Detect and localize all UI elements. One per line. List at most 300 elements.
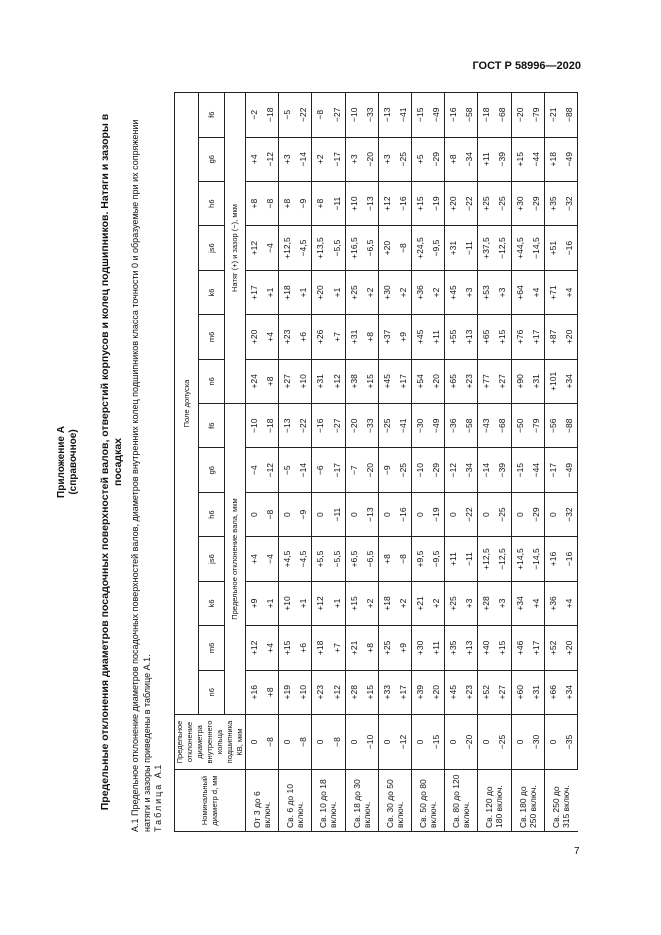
ring-deviation-cell: −10 [362, 715, 379, 770]
fit-cell: +17 [395, 359, 412, 403]
fit-cell: +27 [494, 359, 511, 403]
shaft-deviation-cell: +8 [378, 537, 395, 581]
shaft-deviation-cell: +25 [445, 581, 462, 625]
shaft-deviation-cell: +52 [544, 626, 561, 670]
fit-cell: +1 [328, 270, 345, 314]
table-caption-label: Таблица [153, 782, 163, 832]
fit-cell: −14 [295, 137, 312, 181]
fit-cell: −41 [395, 93, 412, 138]
fit-cell: −88 [561, 93, 578, 138]
fit-cell: −12,5 [494, 226, 511, 270]
fit-cell: +16,5 [345, 226, 362, 270]
fit-cell: +27 [279, 359, 296, 403]
table-row [312, 93, 329, 832]
fit-cell: +31 [345, 315, 362, 359]
shaft-deviation-cell: −43 [478, 404, 495, 448]
shaft-deviation-cell: +3 [494, 581, 511, 625]
fit-cell: +8 [445, 137, 462, 181]
ring-deviation-cell: 0 [246, 715, 263, 770]
shaft-deviation-cell: +28 [345, 670, 362, 714]
shaft-deviation-cell: 0 [411, 492, 428, 536]
shaft-deviation-cell: +16 [544, 537, 561, 581]
ring-deviation-cell: 0 [478, 715, 495, 770]
fit-cell: +20 [428, 359, 445, 403]
fit-cell: +8 [312, 181, 329, 225]
fit-cell: +31 [312, 359, 329, 403]
fit-cell: −29 [528, 181, 545, 225]
fit-cell: +65 [478, 315, 495, 359]
fit-cell: +4 [561, 270, 578, 314]
fit-cell: +20 [561, 315, 578, 359]
shaft-deviation-cell: +6 [295, 626, 312, 670]
fit-cell: −25 [494, 181, 511, 225]
shaft-deviation-cell: +60 [511, 670, 528, 714]
shaft-deviation-cell: +9 [395, 626, 412, 670]
fit-cell: +45 [378, 359, 395, 403]
shaft-deviation-cell: +4 [528, 581, 545, 625]
fit-cell: +8 [362, 315, 379, 359]
header-field-dev-6: f6 [199, 404, 225, 448]
table-row [478, 93, 495, 832]
shaft-deviation-cell: +21 [345, 626, 362, 670]
fit-cell: +37 [378, 315, 395, 359]
ring-deviation-cell: −8 [295, 715, 312, 770]
fit-cell: +13 [461, 315, 478, 359]
fit-cell: −27 [328, 93, 345, 138]
fit-cell: +17 [246, 270, 263, 314]
row-diameter: Св. 120 до 180 включ. [478, 770, 511, 832]
header-field-fit-5: g6 [199, 137, 225, 181]
shaft-deviation-cell: −14 [295, 448, 312, 492]
header-field-fit-3: js6 [199, 226, 225, 270]
fit-cell: +1 [295, 270, 312, 314]
fit-cell: −5,5 [328, 226, 345, 270]
shaft-deviation-cell: +20 [428, 670, 445, 714]
fit-cell: −6,5 [362, 226, 379, 270]
table-row [411, 93, 428, 832]
shaft-deviation-cell: +52 [478, 670, 495, 714]
fit-cell: −68 [494, 93, 511, 138]
shaft-deviation-cell: −22 [461, 492, 478, 536]
table-row [328, 93, 345, 832]
ring-deviation-cell: 0 [411, 715, 428, 770]
shaft-deviation-cell: −39 [494, 448, 511, 492]
shaft-deviation-cell: −25 [395, 448, 412, 492]
shaft-deviation-cell: −16 [395, 492, 412, 536]
shaft-deviation-cell: −20 [345, 404, 362, 448]
ring-deviation-cell: 0 [312, 715, 329, 770]
document-header: ГОСТ Р 58996—2020 [472, 60, 581, 72]
shaft-deviation-cell: +4 [561, 581, 578, 625]
shaft-deviation-cell: 0 [246, 492, 263, 536]
table-row [511, 93, 528, 832]
shaft-deviation-cell: −27 [328, 404, 345, 448]
shaft-deviation-cell: −29 [528, 492, 545, 536]
shaft-deviation-cell: −13 [279, 404, 296, 448]
shaft-deviation-cell: +11 [428, 626, 445, 670]
row-diameter: Св. 80 до 120 включ. [445, 770, 478, 832]
shaft-deviation-cell: +25 [378, 626, 395, 670]
fit-cell: +2 [428, 270, 445, 314]
shaft-deviation-cell: −50 [511, 404, 528, 448]
fit-cell: +71 [544, 270, 561, 314]
shaft-deviation-cell: +66 [544, 670, 561, 714]
shaft-deviation-cell: −16 [312, 404, 329, 448]
shaft-deviation-cell: +33 [378, 670, 395, 714]
shaft-deviation-cell: −4 [262, 537, 279, 581]
shaft-deviation-cell: +39 [411, 670, 428, 714]
fit-cell: +3 [378, 137, 395, 181]
ring-deviation-cell: 0 [345, 715, 362, 770]
table-row [461, 93, 478, 832]
shaft-deviation-cell: 0 [378, 492, 395, 536]
shaft-deviation-cell: −4,5 [295, 537, 312, 581]
shaft-deviation-cell: +14,5 [511, 537, 528, 581]
fit-cell: −44 [528, 137, 545, 181]
shaft-deviation-cell: 0 [544, 492, 561, 536]
fit-cell: −9 [295, 181, 312, 225]
shaft-deviation-cell: −34 [461, 448, 478, 492]
ring-deviation-cell: −12 [395, 715, 412, 770]
shaft-deviation-cell: −19 [428, 492, 445, 536]
shaft-deviation-cell: −29 [428, 448, 445, 492]
fit-cell: −58 [461, 93, 478, 138]
shaft-deviation-cell: −68 [494, 404, 511, 448]
shaft-deviation-cell: +12 [328, 670, 345, 714]
fit-cell: +45 [411, 315, 428, 359]
fit-cell: +25 [478, 181, 495, 225]
shaft-deviation-cell: −5,5 [328, 537, 345, 581]
shaft-deviation-cell: +4,5 [279, 537, 296, 581]
shaft-deviation-cell: −25 [494, 492, 511, 536]
shaft-deviation-cell: −22 [295, 404, 312, 448]
shaft-deviation-cell: −10 [246, 404, 263, 448]
fit-cell: −32 [561, 181, 578, 225]
fit-cell: −5 [279, 93, 296, 138]
table-row [445, 93, 462, 832]
fit-cell: +87 [544, 315, 561, 359]
table-row [395, 93, 412, 832]
fit-cell: −11 [461, 226, 478, 270]
ring-deviation-cell: 0 [378, 715, 395, 770]
table-row [428, 93, 445, 832]
table-row [295, 93, 312, 832]
ring-deviation-cell: −8 [328, 715, 345, 770]
shaft-deviation-cell: −79 [528, 404, 545, 448]
fit-cell: +18 [279, 270, 296, 314]
shaft-deviation-cell: +30 [411, 626, 428, 670]
shaft-deviation-cell: +10 [295, 670, 312, 714]
ring-deviation-cell: 0 [511, 715, 528, 770]
fit-cell: +36 [411, 270, 428, 314]
shaft-deviation-cell: −25 [378, 404, 395, 448]
table-row [561, 93, 578, 832]
fit-cell: +65 [445, 359, 462, 403]
shaft-deviation-cell: +9,5 [411, 537, 428, 581]
fit-cell: −11 [328, 181, 345, 225]
shaft-deviation-cell: −30 [411, 404, 428, 448]
shaft-deviation-cell: +23 [312, 670, 329, 714]
ring-deviation-cell: −35 [561, 715, 578, 770]
shaft-deviation-cell: +23 [461, 670, 478, 714]
fit-cell: +15 [362, 359, 379, 403]
fit-cell: +77 [478, 359, 495, 403]
table-row [279, 93, 296, 832]
fit-cell: −8 [395, 226, 412, 270]
fit-cell: −34 [461, 137, 478, 181]
shaft-deviation-cell: +15 [345, 581, 362, 625]
header-tolerance-field: Поле допуска [175, 93, 199, 715]
shaft-deviation-cell: −8 [262, 492, 279, 536]
fit-cell: −49 [428, 93, 445, 138]
shaft-deviation-cell: −10 [411, 448, 428, 492]
shaft-deviation-cell: −11 [461, 537, 478, 581]
fit-cell: +3 [494, 270, 511, 314]
shaft-deviation-cell: −20 [362, 448, 379, 492]
shaft-deviation-cell: +11 [445, 537, 462, 581]
shaft-deviation-cell: −56 [544, 404, 561, 448]
fit-cell: +4 [262, 315, 279, 359]
shaft-deviation-cell: −15 [511, 448, 528, 492]
shaft-deviation-cell: −13 [362, 492, 379, 536]
shaft-deviation-cell: +20 [561, 626, 578, 670]
appendix-heading [56, 92, 80, 832]
ring-deviation-cell: 0 [279, 715, 296, 770]
shaft-deviation-cell: +6,5 [345, 537, 362, 581]
fit-cell: −25 [395, 137, 412, 181]
shaft-deviation-cell: +31 [528, 670, 545, 714]
fit-cell: −8 [262, 181, 279, 225]
shaft-deviation-cell: −4 [246, 448, 263, 492]
row-diameter: Св. 50 до 80 включ. [411, 770, 444, 832]
fit-cell: +10 [295, 359, 312, 403]
shaft-deviation-cell: −12,5 [494, 537, 511, 581]
fit-cell: +51 [544, 226, 561, 270]
shaft-deviation-cell: +4 [262, 626, 279, 670]
fit-cell: −49 [561, 137, 578, 181]
shaft-deviation-cell: +46 [511, 626, 528, 670]
shaft-deviation-cell: 0 [478, 492, 495, 536]
shaft-deviation-cell: +45 [445, 670, 462, 714]
table-row [528, 93, 545, 832]
shaft-deviation-cell: −49 [561, 448, 578, 492]
shaft-deviation-cell: +40 [478, 626, 495, 670]
shaft-deviation-cell: +12 [246, 626, 263, 670]
table-row [494, 93, 511, 832]
fit-cell: +3 [279, 137, 296, 181]
shaft-deviation-cell: −12 [262, 448, 279, 492]
shaft-deviation-cell: 0 [279, 492, 296, 536]
shaft-deviation-cell: 0 [445, 492, 462, 536]
fit-cell: −17 [328, 137, 345, 181]
header-field-dev-1: m6 [199, 626, 225, 670]
fit-cell: +12,5 [279, 226, 296, 270]
shaft-deviation-cell: −11 [328, 492, 345, 536]
shaft-deviation-cell: −7 [345, 448, 362, 492]
shaft-deviation-cell: −17 [328, 448, 345, 492]
shaft-deviation-cell: −49 [428, 404, 445, 448]
fit-cell: +12 [378, 181, 395, 225]
shaft-deviation-cell: +10 [279, 581, 296, 625]
fit-cell: +55 [445, 315, 462, 359]
fit-cell: −19 [428, 181, 445, 225]
fit-cell: +2 [362, 270, 379, 314]
fit-cell: +7 [328, 315, 345, 359]
header-field-fit-1: m6 [199, 315, 225, 359]
fit-cell: +53 [478, 270, 495, 314]
shaft-deviation-cell: −18 [262, 404, 279, 448]
fit-cell: +45 [445, 270, 462, 314]
fit-cell: −20 [511, 93, 528, 138]
shaft-deviation-cell: +9 [246, 581, 263, 625]
fit-cell: +23 [279, 315, 296, 359]
fit-cell: +35 [544, 181, 561, 225]
shaft-deviation-cell: +21 [411, 581, 428, 625]
fit-cell: +13,5 [312, 226, 329, 270]
fit-cell: −29 [428, 137, 445, 181]
fit-cell: +38 [345, 359, 362, 403]
ring-deviation-cell: −8 [262, 715, 279, 770]
ring-deviation-cell: −15 [428, 715, 445, 770]
shaft-deviation-cell: +34 [511, 581, 528, 625]
fit-cell: +4 [246, 137, 263, 181]
fit-cell: +30 [511, 181, 528, 225]
fit-cell: −39 [494, 137, 511, 181]
fit-cell: +2 [395, 270, 412, 314]
header-fit: Натяг (+) и зазор (−), мкм [225, 93, 246, 404]
table-row [544, 93, 561, 832]
row-diameter: От 3 до 6 включ. [246, 770, 279, 832]
fit-cell: +10 [345, 181, 362, 225]
shaft-deviation-cell: −14 [478, 448, 495, 492]
shaft-deviation-cell: +2 [362, 581, 379, 625]
table-row [362, 93, 379, 832]
shaft-deviation-cell: +36 [544, 581, 561, 625]
shaft-deviation-cell: +17 [395, 670, 412, 714]
shaft-deviation-cell: −9 [295, 492, 312, 536]
fit-cell: −21 [544, 93, 561, 138]
fit-cell: +3 [461, 270, 478, 314]
fit-cell: +8 [246, 181, 263, 225]
fit-cell: +54 [411, 359, 428, 403]
fit-cell: +3 [345, 137, 362, 181]
shaft-deviation-cell: +4 [246, 537, 263, 581]
shaft-deviation-cell: −9,5 [428, 537, 445, 581]
shaft-deviation-cell: −32 [561, 492, 578, 536]
shaft-deviation-cell: 0 [345, 492, 362, 536]
shaft-deviation-cell: −5 [279, 448, 296, 492]
table-row [378, 93, 395, 832]
ring-deviation-cell: 0 [544, 715, 561, 770]
shaft-deviation-cell: −44 [528, 448, 545, 492]
fit-cell: −12 [262, 137, 279, 181]
fit-cell: +20 [445, 181, 462, 225]
fit-cell: +15 [511, 137, 528, 181]
fit-cell: −22 [461, 181, 478, 225]
fit-cell: +12 [328, 359, 345, 403]
shaft-deviation-cell: +15 [494, 626, 511, 670]
header-field-dev-3: js6 [199, 537, 225, 581]
header-field-dev-5: g6 [199, 448, 225, 492]
header-field-dev-0: n6 [199, 670, 225, 714]
fit-cell: +15 [494, 315, 511, 359]
ring-deviation-cell: −20 [461, 715, 478, 770]
fit-cell: −20 [362, 137, 379, 181]
fit-cell: −13 [378, 93, 395, 138]
row-diameter: Св. 30 до 50 включ. [378, 770, 411, 832]
fit-cell: +90 [511, 359, 528, 403]
fit-cell: −13 [362, 181, 379, 225]
deviation-table [174, 92, 578, 832]
shaft-deviation-cell: −16 [561, 537, 578, 581]
fit-cell: +24 [246, 359, 263, 403]
shaft-deviation-cell: +34 [561, 670, 578, 714]
shaft-deviation-cell: +1 [262, 581, 279, 625]
fit-cell: +26 [312, 315, 329, 359]
shaft-deviation-cell: +12,5 [478, 537, 495, 581]
header-field-fit-0: n6 [199, 359, 225, 403]
fit-cell: −16 [561, 226, 578, 270]
shaft-deviation-cell: +27 [494, 670, 511, 714]
shaft-deviation-cell: −12 [445, 448, 462, 492]
header-field-dev-2: k6 [199, 581, 225, 625]
fit-cell: −4,5 [295, 226, 312, 270]
fit-cell: +34 [561, 359, 578, 403]
shaft-deviation-cell: 0 [511, 492, 528, 536]
shaft-deviation-cell: +15 [279, 626, 296, 670]
shaft-deviation-cell: 0 [312, 492, 329, 536]
shaft-deviation-cell: +16 [246, 670, 263, 714]
fit-cell: −22 [295, 93, 312, 138]
header-shaft-deviation: Предельное отклонение вала, мкм [225, 404, 246, 715]
shaft-deviation-cell: −17 [544, 448, 561, 492]
table-number: А.1 [153, 764, 163, 779]
header-field-fit-6: f6 [199, 93, 225, 138]
fit-cell: +12 [246, 226, 263, 270]
shaft-deviation-cell: +2 [428, 581, 445, 625]
appendix-subtitle: (справочное) [68, 429, 79, 495]
shaft-deviation-cell: +19 [279, 670, 296, 714]
fit-cell: −16 [395, 181, 412, 225]
header-field-fit-2: k6 [199, 270, 225, 314]
row-diameter: Св. 180 до 250 включ. [511, 770, 544, 832]
fit-cell: +20 [378, 226, 395, 270]
shaft-deviation-cell: +17 [528, 626, 545, 670]
fit-cell: −4 [262, 226, 279, 270]
row-diameter: Св. 10 до 18 включ. [312, 770, 345, 832]
fit-cell: −14,5 [528, 226, 545, 270]
header-ring-deviation: Предельное отклонение диаметра внутреннего кольца подшипника КВ, мкм [175, 715, 246, 770]
ring-deviation-cell: −25 [494, 715, 511, 770]
fit-cell: +23 [461, 359, 478, 403]
shaft-deviation-cell: −36 [445, 404, 462, 448]
row-diameter: Св. 250 до 315 включ. [544, 770, 577, 832]
fit-cell: +11 [478, 137, 495, 181]
shaft-deviation-cell: +8 [362, 626, 379, 670]
rotated-content [56, 92, 576, 832]
fit-cell: −8 [312, 93, 329, 138]
fit-cell: −2 [246, 93, 263, 138]
shaft-deviation-cell: −41 [395, 404, 412, 448]
shaft-deviation-cell: +2 [395, 581, 412, 625]
section-title: Предельные отклонения диаметров посадочных поверхностей валов, отверстий корпусов и колец подшипников. Натяги и зазоры в посадках [99, 113, 124, 811]
fit-cell: −18 [262, 93, 279, 138]
shaft-deviation-cell: +35 [445, 626, 462, 670]
fit-cell: +5 [411, 137, 428, 181]
fit-cell: +44,5 [511, 226, 528, 270]
fit-cell: +76 [511, 315, 528, 359]
fit-cell: −9,5 [428, 226, 445, 270]
